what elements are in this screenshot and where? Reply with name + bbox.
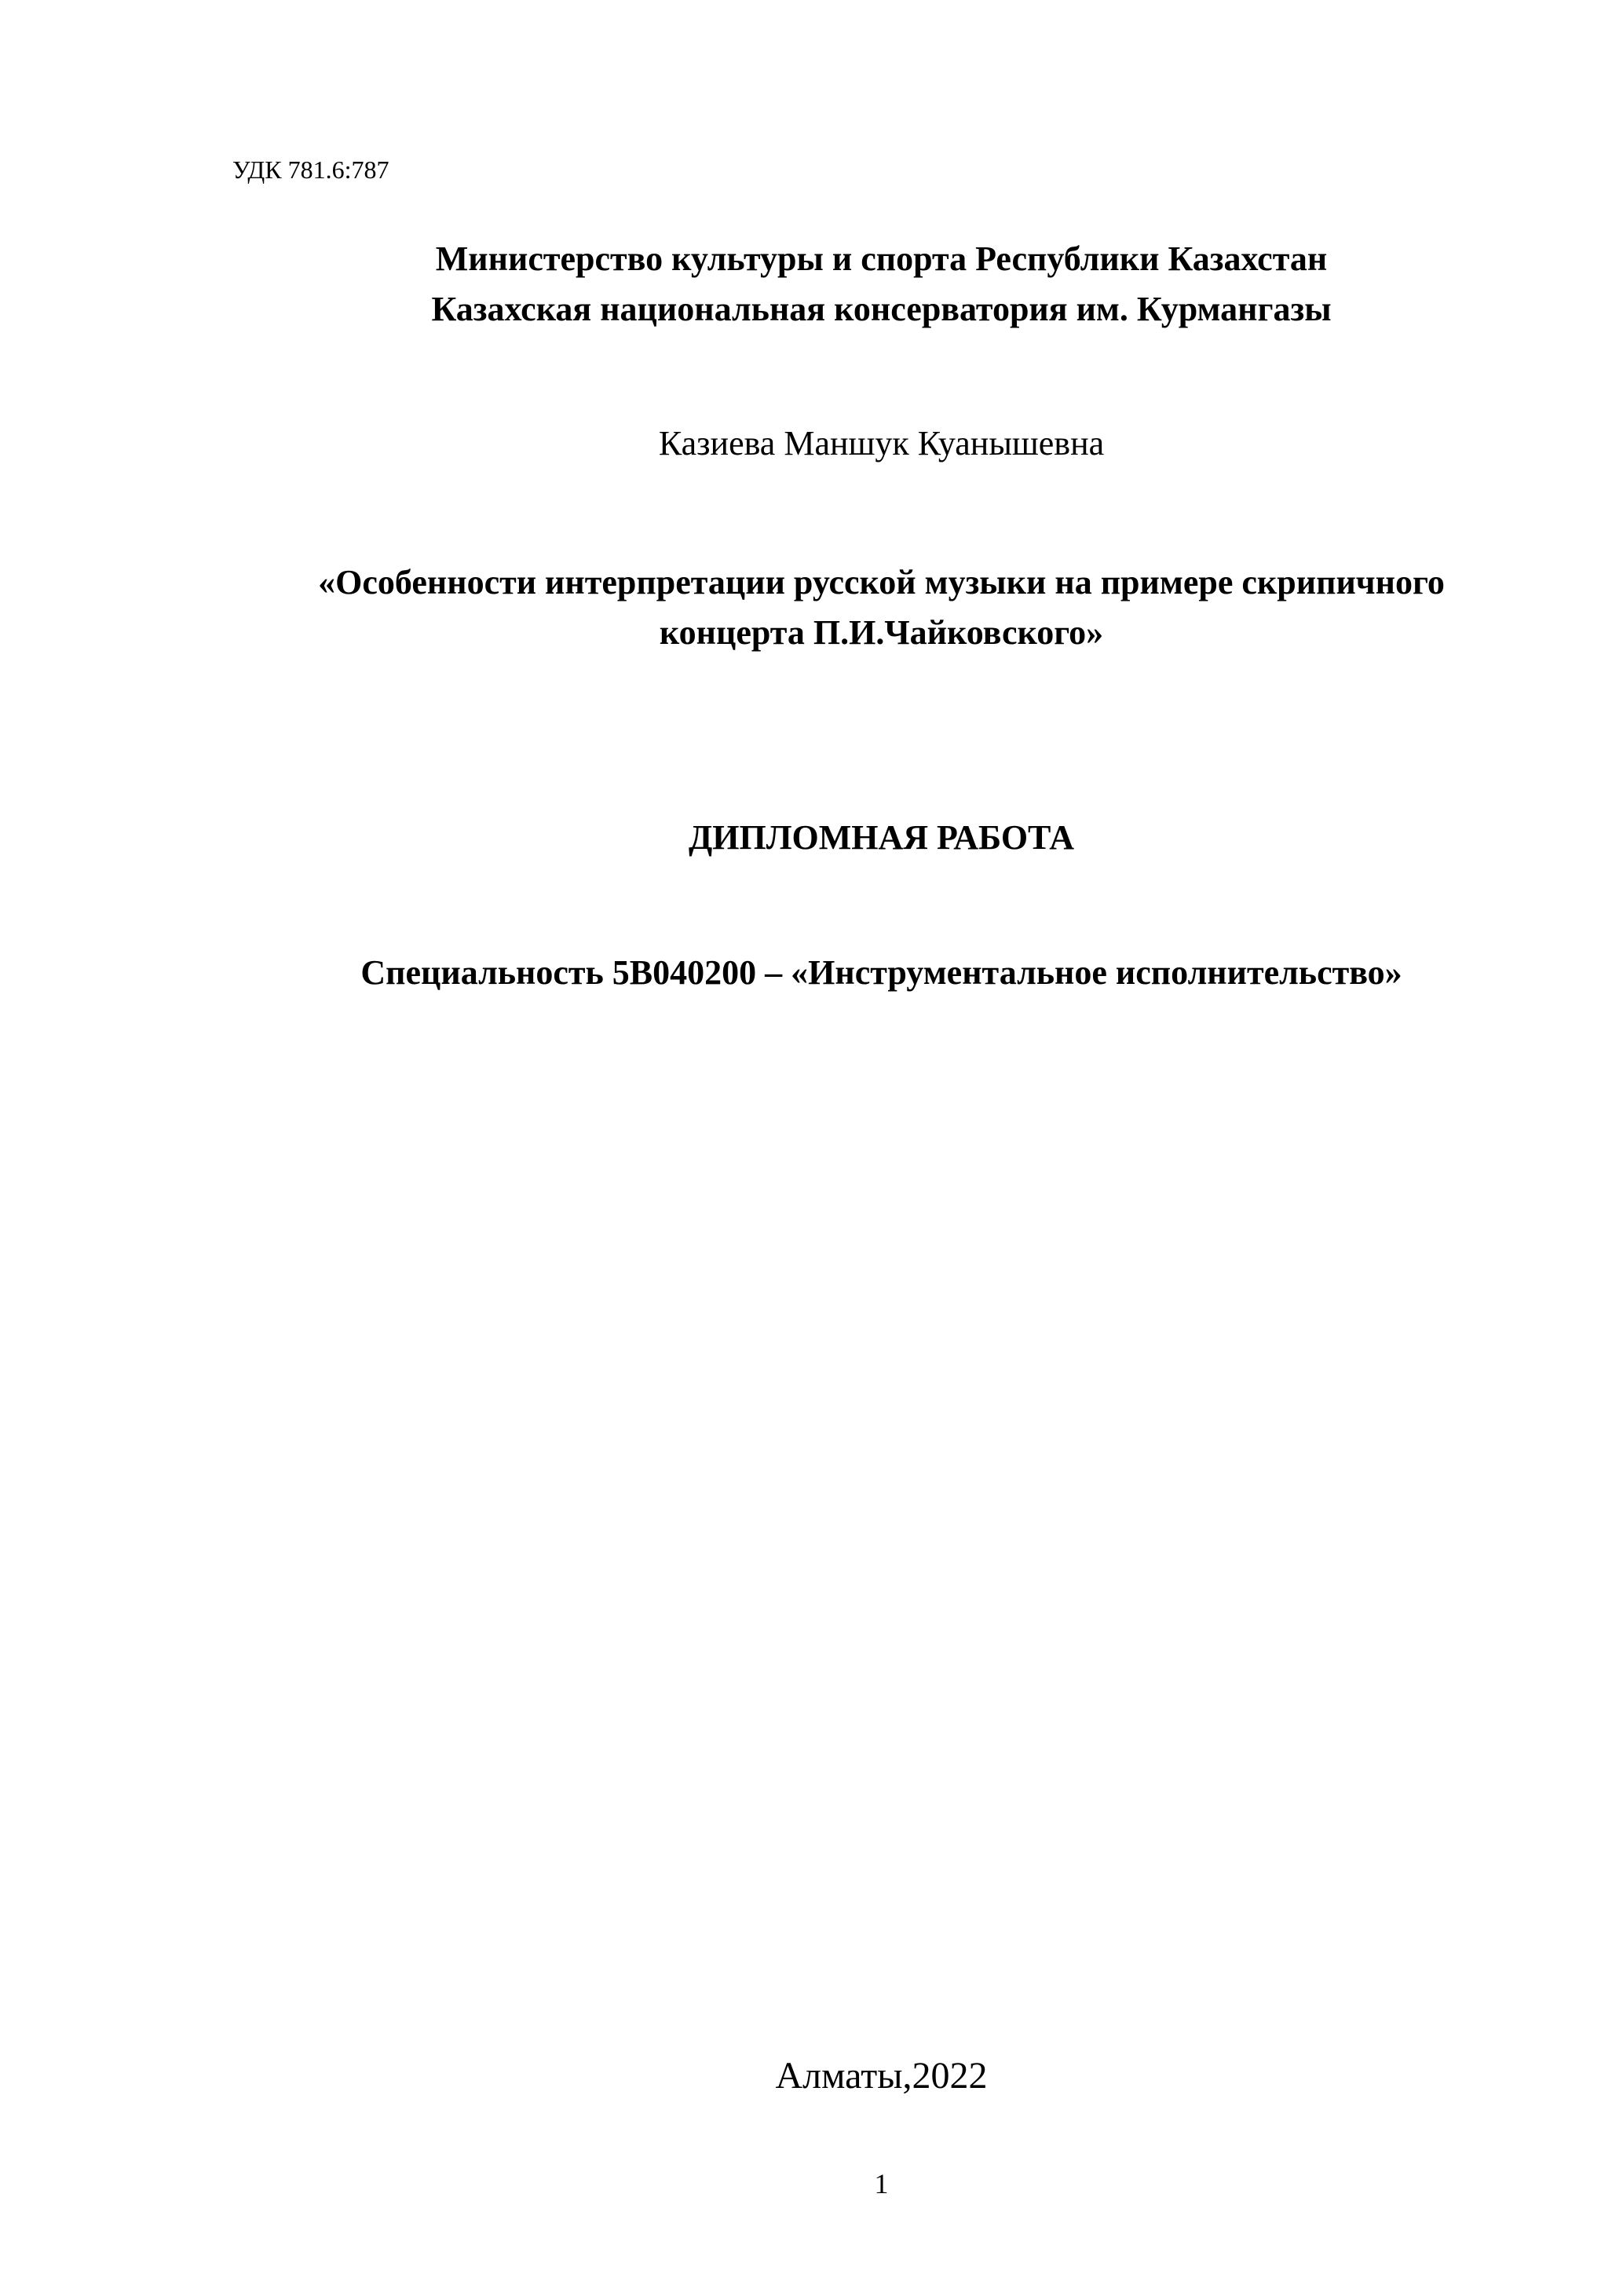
- author-name: Казиева Маншук Куанышевна: [658, 424, 1105, 462]
- conservatory-heading: Казахская национальная консерватория им. Курмангазы: [431, 290, 1332, 328]
- ministry-heading: Министерство культуры и спорта Республики Казахстан: [435, 239, 1328, 278]
- udk-code: УДК 781.6:787: [232, 155, 389, 184]
- page-number: 1: [874, 2168, 889, 2199]
- thesis-title-line-1: «Особенности интерпретации русской музыки на примере скрипичного: [318, 563, 1445, 601]
- city-year: Алматы,2022: [775, 2055, 988, 2097]
- work-type-heading: ДИПЛОМНАЯ РАБОТА: [688, 818, 1074, 857]
- specialty-line: Специальность 5В040200 – «Инструментальное исполнительство»: [360, 953, 1402, 992]
- thesis-title-line-2: концерта П.И.Чайковского»: [659, 613, 1104, 652]
